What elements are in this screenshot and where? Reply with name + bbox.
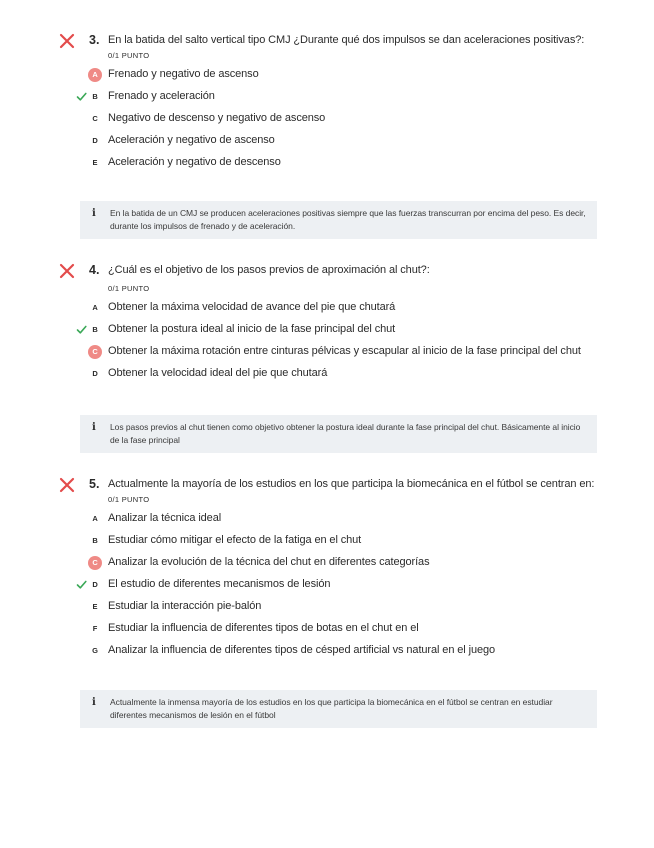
question-text: ¿Cuál es el objetivo de los pasos previos de aproximación al chut?: — [108, 264, 430, 276]
close-icon — [58, 262, 76, 280]
option-c[interactable] — [58, 111, 598, 126]
option-text: Obtener la velocidad ideal del pie que chutará — [108, 367, 328, 379]
option-a[interactable] — [58, 511, 598, 526]
info-icon: i — [92, 208, 96, 219]
option-text: Frenado y aceleración — [108, 90, 215, 102]
checkmark-icon — [76, 324, 87, 335]
question-number: 5. — [89, 477, 100, 491]
question-3 — [58, 33, 598, 170]
checkmark-icon — [76, 91, 87, 102]
question-points: 0/1 PUNTO — [108, 495, 150, 504]
option-e[interactable] — [58, 155, 598, 170]
option-e[interactable] — [58, 599, 598, 614]
option-letter-badge: C — [92, 114, 98, 123]
info-icon: i — [92, 697, 96, 708]
option-g[interactable] — [58, 643, 598, 658]
option-list — [58, 511, 598, 658]
option-c[interactable] — [58, 344, 598, 359]
feedback-text: En la batida de un CMJ se producen aceleraciones positivas siempre que las fuerzas transcurran por encima del peso. Es decir, durante los impulsos de frenado y de aceleración. — [110, 208, 586, 231]
option-text: Obtener la máxima velocidad de avance del pie que chutará — [108, 301, 396, 313]
feedback-text: Los pasos previos al chut tienen como objetivo obtener la postura ideal durante la fase principal del chut. Básicamente al inicio de la fase principal — [110, 422, 581, 445]
option-letter-badge: G — [92, 646, 98, 655]
option-letter-badge: F — [92, 624, 98, 633]
option-letter-badge: B — [92, 92, 98, 101]
close-icon — [58, 476, 76, 494]
option-text: Aceleración y negativo de ascenso — [108, 134, 275, 146]
option-a[interactable] — [58, 67, 598, 82]
feedback-box — [80, 201, 597, 239]
option-letter-badge: A — [92, 303, 98, 312]
option-text: Obtener la postura ideal al inicio de la fase principal del chut — [108, 323, 396, 335]
option-text: Analizar la influencia de diferentes tipos de césped artificial vs natural en el juego — [108, 644, 496, 656]
question-text: En la batida del salto vertical tipo CMJ ¿Durante qué dos impulsos se dan aceleraciones positivas?: — [108, 34, 585, 46]
option-text: Obtener la máxima rotación entre cinturas pélvicas y escapular al inicio de la fase principal del chut — [108, 345, 581, 357]
option-c[interactable] — [58, 555, 598, 570]
option-d[interactable] — [58, 577, 598, 592]
checkmark-icon — [76, 579, 87, 590]
option-letter-badge: C — [88, 345, 102, 359]
option-text: Estudiar cómo mitigar el efecto de la fatiga en el chut — [108, 534, 362, 546]
option-b[interactable] — [58, 533, 598, 548]
option-f[interactable] — [58, 621, 598, 636]
option-letter-badge: D — [92, 369, 98, 378]
question-number: 4. — [89, 263, 100, 277]
option-d[interactable] — [58, 366, 598, 381]
info-icon: i — [92, 422, 96, 433]
option-text: Analizar la técnica ideal — [108, 512, 222, 524]
option-a[interactable] — [58, 300, 598, 315]
option-text: Negativo de descenso y negativo de ascenso — [108, 112, 326, 124]
question-text: Actualmente la mayoría de los estudios en los que participa la biomecánica en el fútbol se centran en: — [108, 478, 595, 490]
option-text: El estudio de diferentes mecanismos de lesión — [108, 578, 331, 590]
question-header — [58, 263, 598, 293]
option-letter-badge: B — [92, 536, 98, 545]
close-icon — [58, 32, 76, 50]
option-letter-badge: D — [92, 136, 98, 145]
option-letter-badge: E — [92, 158, 98, 167]
question-5 — [58, 477, 598, 658]
option-text: Estudiar la interacción pie-balón — [108, 600, 262, 612]
option-letter-badge: C — [88, 556, 102, 570]
question-4 — [58, 263, 598, 381]
option-letter-badge: A — [92, 514, 98, 523]
option-b[interactable] — [58, 322, 598, 337]
option-text: Analizar la evolución de la técnica del chut en diferentes categorías — [108, 556, 430, 568]
option-letter-badge: D — [92, 580, 98, 589]
option-text: Aceleración y negativo de descenso — [108, 156, 281, 168]
option-letter-badge: B — [92, 325, 98, 334]
option-list — [58, 67, 598, 170]
option-text: Estudiar la influencia de diferentes tipos de botas en el chut en el — [108, 622, 419, 634]
option-d[interactable] — [58, 133, 598, 148]
question-header — [58, 33, 598, 60]
question-number: 3. — [89, 33, 100, 47]
question-points: 0/1 PUNTO — [108, 51, 150, 60]
feedback-text: Actualmente la inmensa mayoría de los estudios en los que participa la biomecánica en el fútbol se centran en estudiar diferentes mecanismos de lesión en el fútbol — [110, 697, 553, 720]
option-letter-badge: E — [92, 602, 98, 611]
question-points: 0/1 PUNTO — [108, 284, 150, 293]
feedback-box — [80, 415, 597, 453]
feedback-box — [80, 690, 597, 728]
option-letter-badge: A — [88, 68, 102, 82]
option-text: Frenado y negativo de ascenso — [108, 68, 259, 80]
option-b[interactable] — [58, 89, 598, 104]
option-list — [58, 300, 598, 381]
question-header — [58, 477, 598, 504]
